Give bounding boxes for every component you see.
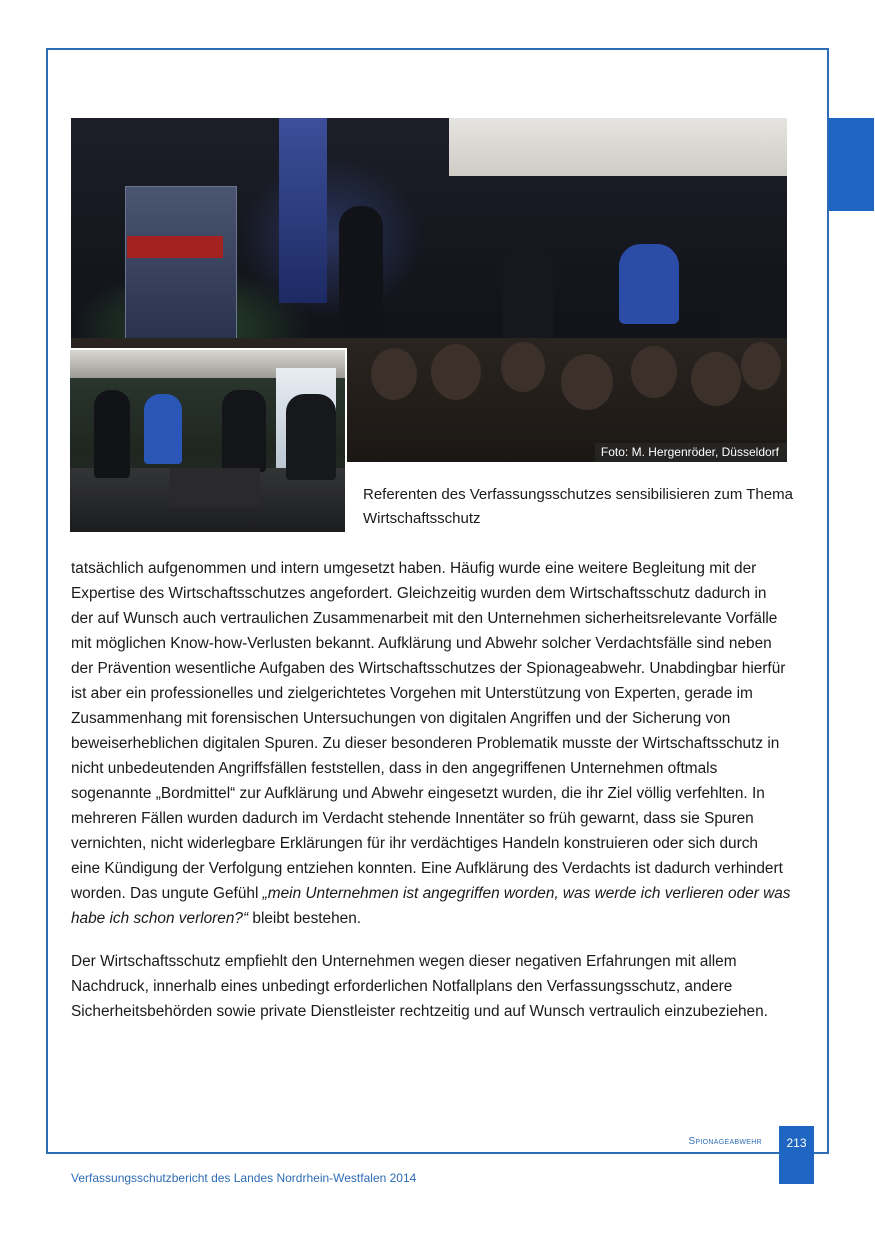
photo-credit: Foto: M. Hergenröder, Düsseldorf: [595, 443, 787, 462]
panelist-figure: [94, 390, 130, 478]
display-banner: [125, 186, 237, 353]
projection-screen: [449, 118, 787, 176]
audience-head: [561, 354, 613, 410]
paragraph: Der Wirtschaftsschutz empfiehlt den Unternehmen wegen dieser negativen Erfahrungen mit allem Nachdruck, innerhalb eines unbedingt erforderlichen Notfallplans den Verfassungsschutz, andere Sicherheitsbehörden sowie private Dienstleister rechtzeitig und auf Wunsch vertraulich einzubeziehen.: [71, 953, 768, 1020]
paragraph-end: bleibt bestehen.: [252, 910, 362, 927]
section-label: Spionageabwehr: [688, 1136, 762, 1147]
audience-head: [431, 344, 481, 400]
paragraph-text: tatsächlich aufgenommen und intern umgesetzt haben. Häufig wurde eine weitere Begleitung mit der Expertise des Wirtschaftsschutzes angefordert. Gleichzeitig wurden dem Wirtschaftsschutz dadurch in der auf Wunsch auch vertraulichen Zusammenarbeit mit den Unternehmen sicherheitsrelevante Vorfälle mit möglichen Know-how-Verlusten bekannt. Aufklärung und Abwehr solcher Verdachtsfälle sind neben der Prävention wesentliche Aufgaben des Wirtschaftsschutzes der Spionageabwehr. Unabdingbar hierfür ist aber ein professionelles und zielgerichtetes Vorgehen mit Unterstützung von Experten, gerade im Zusammenhang mit forensischen Untersuchungen von digitalen Angriffen und der Sicherung von beweiserheblichen digitalen Spuren. Zu dieser besonderen Problematik musste der Wirtschaftsschutz in nicht unbedeutenden Angriffsfällen feststellen, dass in den angegriffenen Unternehmen oftmals sogenannte „Bordmittel“ zur Aufklärung und Abwehr eingesetzt wurden, die ihr Ziel völlig verfehlten. In mehreren Fällen wurden dadurch im Verdacht stehende Innentäter so früh gewarnt, dass sie Spuren vernichten, nicht widerlegbare Erklärungen für ihr verdächtiges Handeln konstruieren oder sich durch eine Kündigung der Verfolgung entziehen konnten. Eine Aufklärung des Verdachts ist dadurch verhindert worden. Das ungute Gefühl: [71, 560, 786, 902]
body-text: [71, 556, 791, 1024]
event-photo-inset: [70, 350, 345, 532]
panelist-figure: [144, 394, 182, 464]
publication-footer: Verfassungsschutzbericht des Landes Nordrhein-Westfalen 2014: [71, 1171, 417, 1185]
banner-red-stripe: [127, 236, 223, 258]
audience-head: [501, 342, 545, 392]
panelist-figure: [619, 244, 679, 324]
chapter-tab: [829, 118, 874, 211]
speaker-figure: [339, 206, 383, 336]
audience-head: [741, 342, 781, 390]
paragraph-quote: „mein Unternehmen ist angegriffen worden, was werde ich verlieren oder was habe ich schon verloren?“: [71, 885, 791, 927]
photo-caption: Referenten des Verfassungsschutzes sensibilisieren zum Thema Wirtschaftsschutz: [363, 486, 793, 527]
audience-head: [691, 352, 741, 406]
panelist-figure: [721, 258, 787, 348]
inset-table: [170, 468, 260, 506]
stage-flag: [279, 118, 327, 303]
panelist-figure: [503, 248, 553, 338]
audience-head: [371, 348, 417, 400]
audience-head: [631, 346, 677, 398]
paragraph: [71, 556, 791, 931]
page-number: 213: [779, 1126, 814, 1184]
panelist-figure: [222, 390, 266, 472]
panelist-figure: [286, 394, 336, 480]
